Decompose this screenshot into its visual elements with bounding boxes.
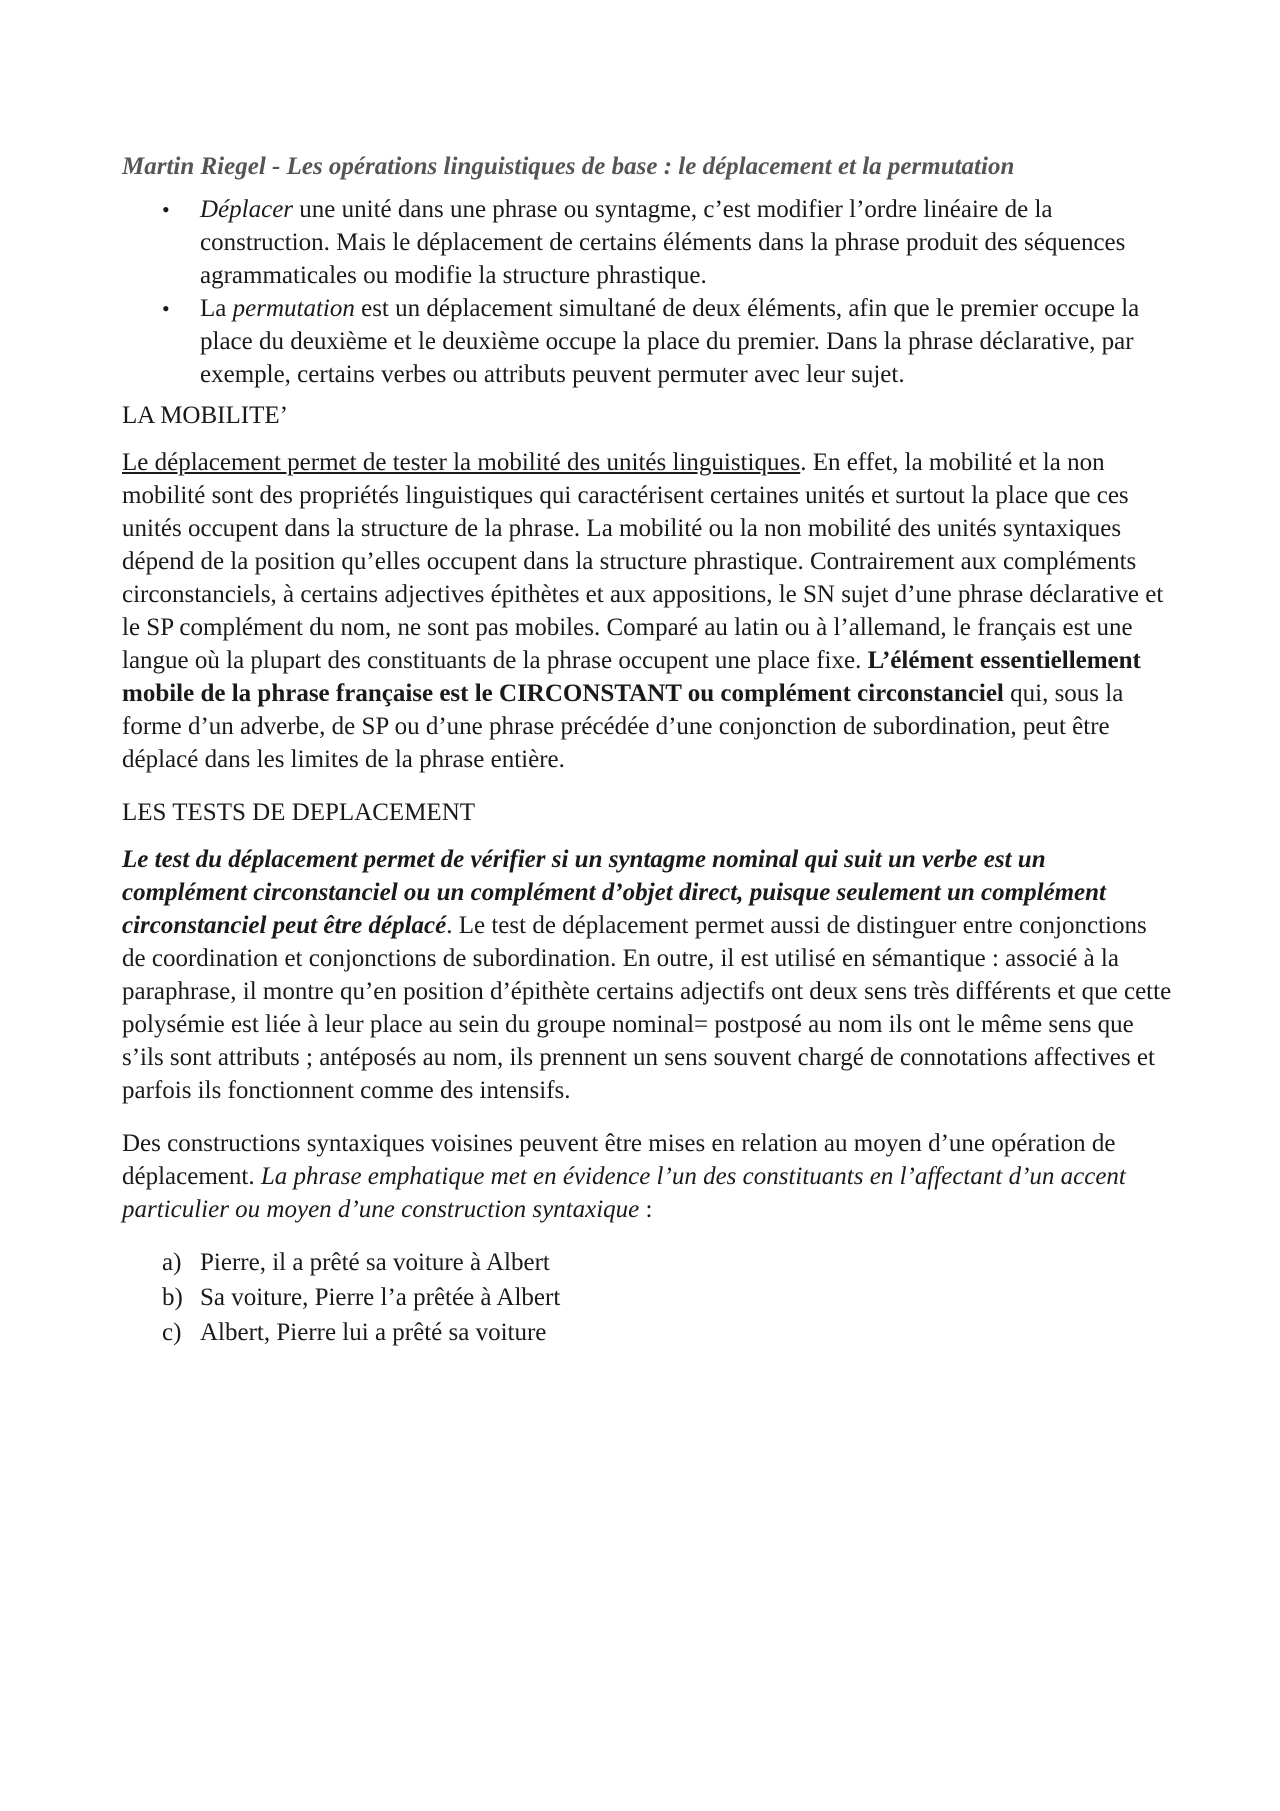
definition-list: [122, 193, 1172, 391]
example-text: Sa voiture, Pierre l’a prêtée à Albert: [200, 1284, 561, 1311]
paragraph-emphase: [122, 1127, 1172, 1226]
document-page: [122, 150, 1172, 1351]
item-text-after: une unité dans une phrase ou syntagme, c’est modifier l’ordre linéaire de la construction. Mais le déplacement de certains éléments dans la phrase produit des séquences agrammaticales ou modifie la structure phrastique.: [200, 196, 1126, 289]
example-item: [122, 1281, 1172, 1314]
paragraph-mobilite: [122, 446, 1172, 776]
heading-mobilite: LA MOBILITE’: [122, 402, 288, 429]
bullet-icon: •: [162, 197, 170, 222]
underlined-statement: Le déplacement permet de tester la mobilité des unités linguistiques: [122, 449, 801, 476]
list-item-deplacer: [122, 193, 1172, 292]
paragraph-text: :: [639, 1196, 653, 1223]
paragraph-text: qui, sous la forme d’un adverbe, de SP ou d’une phrase précédée d’une conjonction de subordination, peut être déplacé dans les limites de la phrase entière.: [122, 680, 1124, 773]
bold-italic-statement: Le test du déplacement permet de vérifier si un syntagme nominal qui suit un verbe est un complément circonstanciel ou un complément d’objet direct, puisque seulement un complément circonstanciel peut être déplacé: [122, 846, 1106, 939]
paragraph-tests: [122, 843, 1172, 1107]
document-title: Martin Riegel - Les opérations linguistiques de base : le déplacement et la permutation: [122, 153, 1015, 180]
bold-statement: L’élément essentiellement mobile de la phrase française est le CIRCONSTANT ou complément circonstanciel: [122, 647, 1141, 707]
term-deplacer: Déplacer: [200, 196, 294, 223]
item-text-after: est un déplacement simultané de deux éléments, afin que le premier occupe la place du deuxième et le deuxième occupe la place du premier. Dans la phrase déclarative, par exemple, certains verbes ou attributs peuvent permuter avec leur sujet.: [200, 295, 1140, 388]
bullet-icon: •: [162, 296, 170, 321]
example-marker: a): [162, 1249, 182, 1276]
example-marker: c): [162, 1319, 182, 1346]
list-item-permutation: [122, 292, 1172, 391]
example-item: [122, 1316, 1172, 1349]
italic-statement: La phrase emphatique met en évidence l’un des constituants en l’affectant d’un accent particulier ou moyen d’une construction syntaxique: [122, 1163, 1126, 1223]
paragraph-text: . En effet, la mobilité et la non mobilité sont des propriétés linguistiques qui caractérisent certaines unités et surtout la place que ces unités occupent dans la structure de la phrase. La mobilité ou la non mobilité des unités syntaxiques dépend de la position qu’elles occupent dans la structure phrastique. Contrairement aux compléments circonstanciels, à certains adjectives épithètes et aux appositions, le SN sujet d’une phrase déclarative et le SP complément du nom, ne sont pas mobiles. Comparé au latin ou à l’allemand, le français est une langue où la plupart des constituants de la phrase occupent une place fixe.: [122, 449, 1164, 674]
example-text: Pierre, il a prêté sa voiture à Albert: [200, 1249, 550, 1276]
paragraph-text: Des constructions syntaxiques voisines peuvent être mises en relation au moyen d’une opération de déplacement.: [122, 1130, 1116, 1190]
paragraph-text: . Le test de déplacement permet aussi de distinguer entre conjonctions de coordination et conjonctions de subordination. En outre, il est utilisé en sémantique : associé à la paraphrase, il montre qu’en position d’épithète certains adjectifs ont deux sens très différents et que cette polysémie est liée à leur place au sein du groupe nominal= postposé au nom ils ont le même sens que s’ils sont attributs ; antéposés au nom, ils prennent un sens souvent chargé de connotations affectives et parfois ils fonctionnent comme des intensifs.: [122, 912, 1172, 1104]
example-item: [122, 1246, 1172, 1279]
example-marker: b): [162, 1284, 183, 1311]
example-text: Albert, Pierre lui a prêté sa voiture: [200, 1319, 547, 1346]
heading-tests: LES TESTS DE DEPLACEMENT: [122, 799, 476, 826]
term-permutation: permutation: [232, 295, 355, 322]
item-text-before: La: [200, 295, 233, 322]
examples-list: [122, 1246, 1172, 1349]
